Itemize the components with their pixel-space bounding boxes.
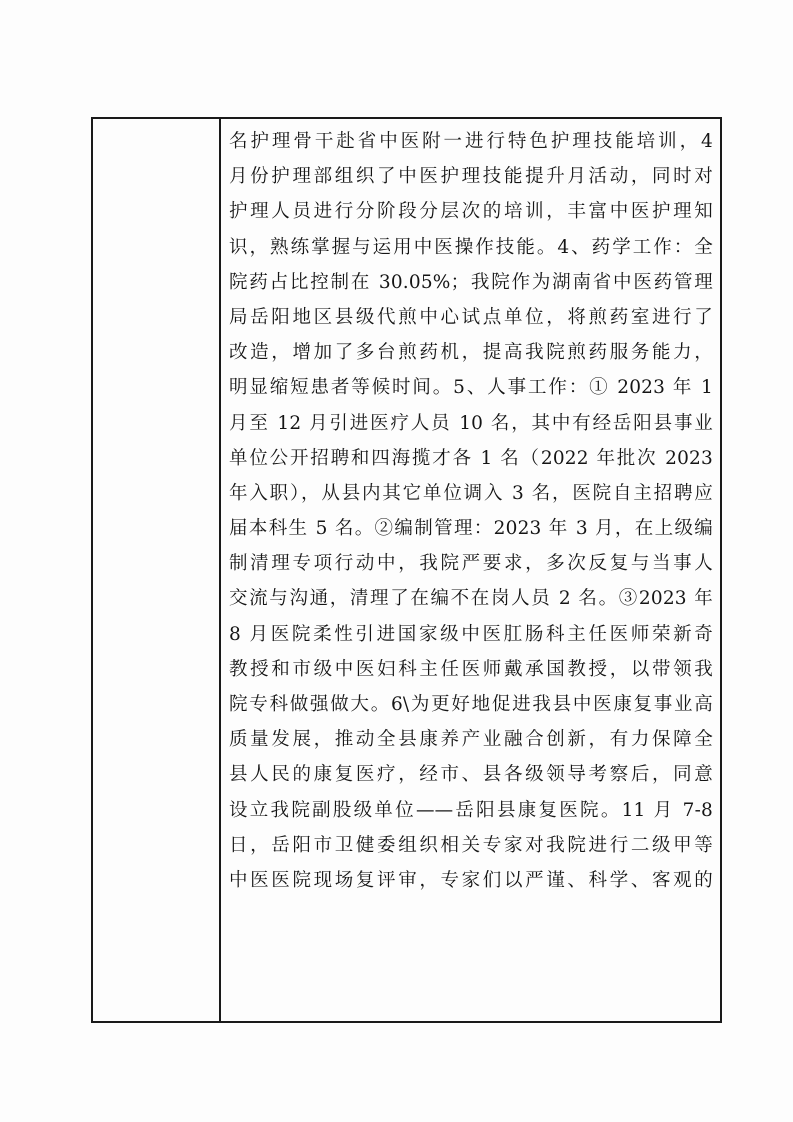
column-divider (219, 117, 221, 1023)
text-line: 明显缩短患者等候时间。5、人事工作：① 2023 年 1 (229, 377, 713, 399)
text-line: 单位公开招聘和四海揽才各 1 名（2022 年批次 2023 (229, 447, 713, 469)
text-line: 制清理专项行动中，我院严要求，多次反复与当事人 (229, 553, 713, 575)
text-line: 届本科生 5 名。②编制管理：2023 年 3 月，在上级编 (229, 518, 713, 540)
text-line: 院专科做强做大。6\为更好地促进我县中医康复事业高 (229, 694, 713, 715)
text-line: 设立我院副股级单位——岳阳县康复医院。11 月 7-8 (229, 799, 713, 821)
text-line: 局岳阳地区县级代煎中心试点单位，将煎药室进行了 (229, 306, 713, 328)
text-line: 月份护理部组织了中医护理技能提升月活动，同时对 (229, 166, 713, 188)
text-line: 年入职），从县内其它单位调入 3 名，医院自主招聘应 (229, 482, 713, 504)
text-line: 中医医院现场复评审，专家们以严谨、科学、客观的 (229, 869, 713, 891)
text-line: 教授和市级中医妇科主任医师戴承国教授，以带领我 (229, 658, 713, 680)
text-line: 交流与沟通，清理了在编不在岗人员 2 名。③2023 年 (229, 588, 713, 610)
text-line: 日，岳阳市卫健委组织相关专家对我院进行二级甲等 (229, 834, 713, 856)
text-line: 名护理骨干赴省中医附一进行特色护理技能培训，4 (229, 131, 713, 152)
report-text-cell (229, 124, 713, 898)
text-line: 护理人员进行分阶段分层次的培训，丰富中医护理知 (229, 201, 713, 223)
text-line: 改造，增加了多台煎药机，提高我院煎药服务能力， (229, 342, 713, 364)
text-line: 识，熟练掌握与运用中医操作技能。4、药学工作：全 (229, 236, 713, 258)
text-line: 质量发展，推动全县康养产业融合创新，有力保障全 (229, 729, 713, 751)
text-line: 8 月医院柔性引进国家级中医肛肠科主任医师荣新奇 (229, 623, 713, 645)
text-line: 月至 12 月引进医疗人员 10 名，其中有经岳阳县事业 (229, 412, 713, 434)
text-line: 县人民的康复医疗，经市、县各级领导考察后，同意 (229, 764, 713, 786)
text-line: 院药占比控制在 30.05%；我院作为湖南省中医药管理 (229, 271, 713, 293)
